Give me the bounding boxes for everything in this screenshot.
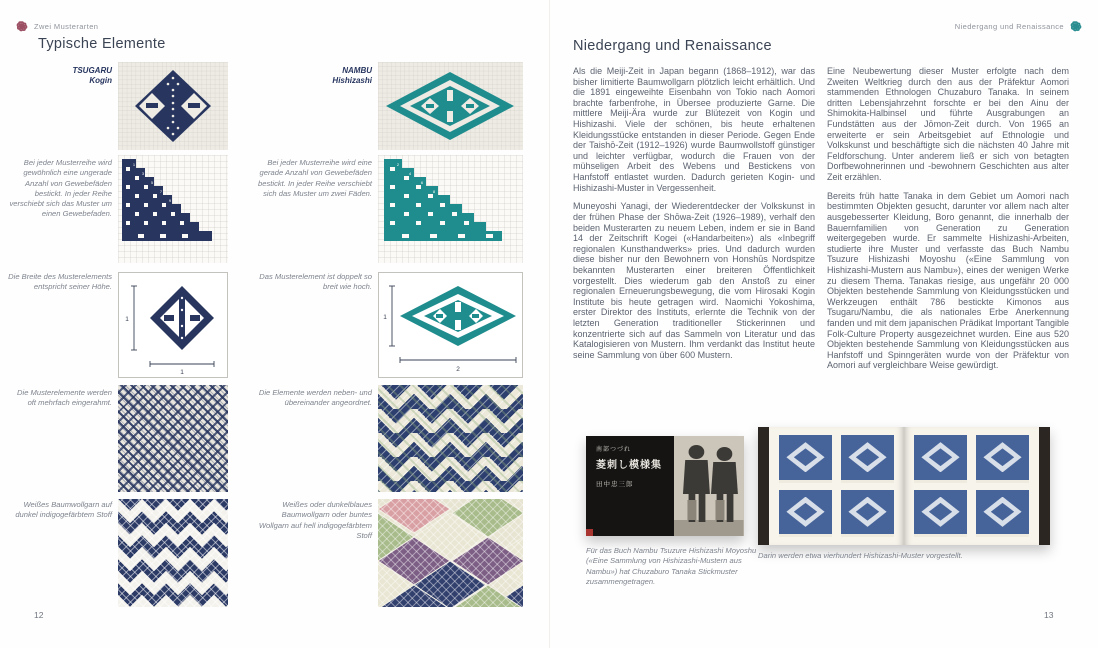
stitch-texture-overlay — [378, 499, 523, 607]
book-cover-title: 菱刺し模様集 — [596, 460, 662, 471]
svg-text:2: 2 — [456, 366, 460, 373]
right-running-header-label: Niedergang und Renaissance — [954, 21, 1064, 31]
left-running-header — [16, 20, 98, 32]
album-cover-edge — [758, 427, 769, 545]
flower-stamp-icon — [16, 20, 28, 32]
tsugaru-proportion-diagram — [118, 272, 228, 378]
paragraph: Bereits früh hatte Tanaka in dem Gebiet um Aomori nach bestimmten Objekten gesucht, darunter vor allem nach alter ausgebesserter Kleidung, Boro genannt, die innerhalb der Bauernfamilien von Generation zu Generation weitergegeben wurde. Er sammelte Hishizashi-Arbeiten, studierte ihre Muster und verfasste das Buch Nambu Tsuzure Hishizashi Moyoshu («Eine Sammlung von Hishizashi-Mustern aus Nambu»), eines der wenigen Werke zu diesem Thema. Tanakas riesige, aus ungefähr 20 000 Objekten bestehende Sammlung von Kleidungsstücken und Werkzeugen enthält 786 bestickte Kimonos aus Tsugaru/Nambu, die als nationales Erbe Anerkennung fanden und mit dem japanischen Prädikat Important Tangible Folk-Culture Property ausgezeichnet wurden. Eine aus 520 Objekten bestehende Sammlung von Kleidungsstücken aus Hanfstoff und Spinngeräten wurde von der Präfektur von Aomori auf vergleichbare Weise gewürdigt. — [827, 190, 1069, 371]
caption-nambu-proportion: Das Musterelement ist doppelt so breit wie hoch. — [259, 272, 372, 292]
page-gutter — [549, 0, 550, 648]
right-running-header — [955, 20, 1082, 32]
book-cover-photo — [586, 436, 744, 536]
pattern-card — [976, 490, 1029, 538]
column-label-tsugaru: TSUGARU Kogin — [72, 66, 112, 85]
svg-text:4: 4 — [408, 171, 412, 176]
svg-text:1: 1 — [180, 369, 184, 376]
left-page-title: Typische Elemente — [38, 36, 166, 52]
body-column-2 — [827, 66, 1069, 379]
svg-text:1: 1 — [383, 314, 387, 321]
album-right-page — [904, 427, 1039, 545]
pattern-card — [914, 435, 967, 483]
svg-text:7: 7 — [159, 189, 163, 194]
pattern-card — [976, 435, 1029, 483]
photo2-caption: Darin werden etwa vierhundert Hishizashi-Muster vorgestellt. — [758, 551, 963, 560]
pattern-card — [779, 490, 832, 538]
svg-text:1: 1 — [125, 316, 129, 323]
nambu-fabric-swatch — [378, 499, 523, 607]
tsugaru-stitch-diagram — [118, 155, 228, 263]
column-label-nambu: NAMBU Hishizashi — [332, 66, 372, 85]
paragraph: Muneyoshi Yanagi, der Wiederentdecker der Volkskunst in der frühen Phase der Shōwa-Zeit (1926–1989), verhalf den beiden Musterarten zu neuem Leben, indem er sie in Band 14 der Zeitschrift Kogei («Handarbeiten») als «Inbegriff regionalen Kunsthandwerks» pries. Und dadurch wurden diese bisher nur den Bewohnern von Honshūs Nordspitze bekannten Musterarten einer breiteren Öffentlichkeit vorgestellt. Dies wiederum gab den Anstoß zu einer regionalen Erneuerungsbewegung, die vom Hirosaki Kogin Institute bis heute getragen wird. Naomichi Yokoshima, erster Direktor des Instituts, erlernte die Technik von der letzten Generation traditioneller Stickerinnen und konzentrierte sich auf das Sammeln von Literatur und das Katalogisieren von Mustern. Ihm verdankt das Institut heute seine Sammlung von über 600 Mustern. — [573, 201, 815, 360]
caption-tsugaru-framing: Die Musterelemente werden oft mehrfach eingerahmt. — [17, 388, 112, 408]
nambu-proportion-diagram — [378, 272, 523, 378]
pattern-card — [779, 435, 832, 483]
caption-tsugaru-rows: Bei jeder Musterreihe wird gewöhnlich eine ungerade Anzahl von Gewebefäden bestickt. In jeder Reihe verschiebt sich das Muster um einen Gewebefaden. — [9, 158, 112, 219]
paragraph: Als die Meiji-Zeit in Japan begann (1868–1912), war das bisher limitierte Baumwollgarn plötzlich leicht erhältlich. Und die 1891 eingeweihte Eisenbahn von Tokio nach Aomori brachte farbenfrohe, in Übersee produzierte Garne. Die mittlere Meiji-Ära wurde zur Blütezeit von Kogin und Hishizashi. Viele der schönen, bis heute erhaltenen Kleidungsstücke entstanden in dieser Periode. Gegen Ende der Taishō-Zeit (1912–1926) wurde Baumwollstoff günstiger und leichter verfügbar, wodurch die Frauen von der mühseligen Arbeit des Webens und Bestickens von Hanfstoff entlastet wurden. Dadurch gerieten Kogin- und Hishizashi-Muster in Vergessenheit. — [573, 66, 815, 193]
svg-text:8: 8 — [432, 189, 436, 194]
nambu-diamond-pattern-swatch — [378, 385, 523, 492]
album-left-page — [769, 427, 904, 545]
svg-text:1: 1 — [132, 162, 136, 167]
open-album-photo — [758, 427, 1050, 545]
book-cover-author: 田中忠三郎 — [596, 481, 634, 488]
cover-red-mark — [586, 529, 593, 536]
svg-text:2: 2 — [396, 162, 400, 167]
pattern-card — [841, 490, 894, 538]
tsugaru-fabric-swatch — [118, 499, 228, 607]
svg-text:9: 9 — [168, 198, 172, 203]
svg-text:6: 6 — [420, 180, 424, 185]
photo1-caption: Für das Buch Nambu Tsuzure Hishizashi Moyoshu («Eine Sammlung von Hishizashi-Mustern aus Nambu») hat Chuzaburo Tanaka Stickmuster zusammengetragen. — [586, 546, 757, 586]
book-cover-series: 南部つづれ — [596, 447, 632, 453]
left-running-header-label: Zwei Musterarten — [34, 21, 99, 31]
book-cover-photograph — [674, 436, 744, 536]
body-column-1 — [573, 66, 815, 368]
flower-stamp-icon — [1070, 20, 1082, 32]
svg-text:3: 3 — [141, 171, 145, 176]
tsugaru-element-swatch — [118, 62, 228, 150]
caption-tsugaru-material: Weißes Baumwollgarn auf dunkel indigogefärbtem Stoff — [15, 500, 112, 520]
caption-nambu-rows: Bei jeder Musterreihe wird eine gerade Anzahl von Gewebefäden bestickt. In jeder Reihe verschiebt sich das Muster um zwei Fäden. — [258, 158, 372, 198]
caption-tsugaru-proportion: Die Breite des Musterelements entspricht seiner Höhe. — [8, 272, 112, 292]
nambu-stitch-diagram — [378, 155, 523, 263]
left-page-number: 12 — [34, 610, 44, 620]
tsugaru-framed-pattern-swatch — [118, 385, 228, 492]
paragraph: Eine Neubewertung dieser Muster erfolgte nach dem Zweiten Weltkrieg durch den aus der Präfektur Aomori stammenden Ethnologen Chuzaburo Tanaka. In seinem dritten Lebensjahrzehnt forschte er bei den Ainu der Shimokita-Halbinsel und führte Ausgrabungen an Fundstätten aus der Jōmon-Zeit durch. Von 1965 an erweiterte er sein Arbeitsgebiet auf Ethnologie und Volkskunst und beschäftigte sich die nächsten 40 Jahre mit Feldforschung. Unter anderem ließ er sich von betagten Dorfbewohnerinnen und -bewohnern Geschichten aus alter Zeit erzählen. — [827, 66, 1069, 183]
book-cover-titles — [586, 436, 674, 536]
caption-nambu-material: Weißes oder dunkelblaues Baumwollgarn oder buntes Wollgarn auf hell indigogefärbtem Stoff — [258, 500, 372, 540]
nambu-element-swatch — [378, 62, 523, 150]
svg-text:5: 5 — [150, 180, 154, 185]
right-page-title: Niedergang und Renaissance — [573, 38, 772, 54]
right-page-number: 13 — [1044, 610, 1054, 620]
caption-nambu-arrangement: Die Elemente werden neben- und übereinander angeordnet. — [258, 388, 372, 408]
pattern-card — [841, 435, 894, 483]
album-cover-edge — [1039, 427, 1050, 545]
pattern-card — [914, 490, 967, 538]
